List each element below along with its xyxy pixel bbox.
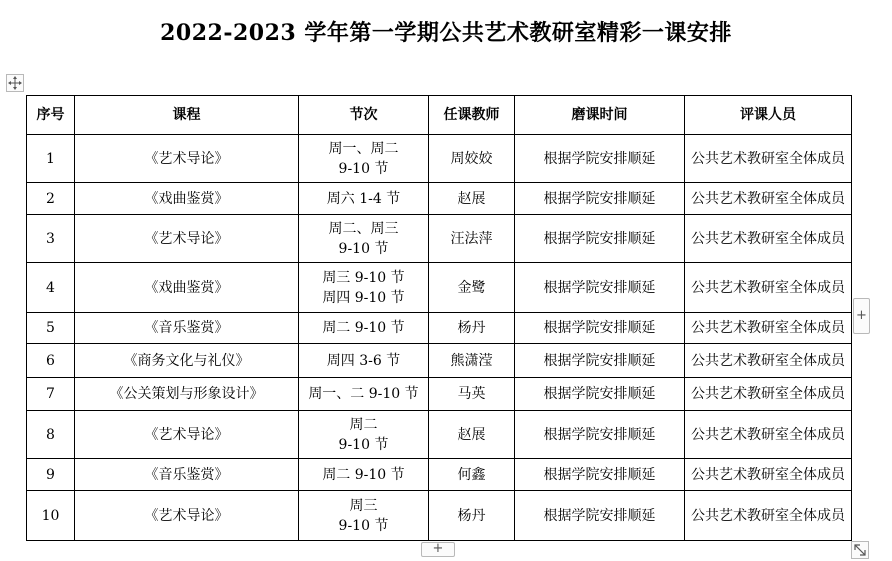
cell-session xyxy=(299,313,429,344)
cell-reviewers: 公共艺术教研室全体成员 xyxy=(685,135,852,183)
table-header-row xyxy=(27,96,852,135)
cell-no: 1 xyxy=(27,135,75,183)
cell-course: 《艺术导论》 xyxy=(75,411,299,459)
cell-course: 《公关策划与形象设计》 xyxy=(75,378,299,411)
header-teacher: 任课教师 xyxy=(429,96,515,135)
cell-no: 7 xyxy=(27,378,75,411)
cell-teacher: 汪法萍 xyxy=(429,215,515,263)
cell-time: 根据学院安排顺延 xyxy=(515,183,685,215)
table-row xyxy=(27,459,852,491)
table-row xyxy=(27,263,852,313)
cell-course: 《艺术导论》 xyxy=(75,135,299,183)
cell-session xyxy=(299,459,429,491)
session-line: 周二 9-10 节 xyxy=(322,320,405,336)
cell-session xyxy=(299,491,429,541)
session-line: 周一、周二 xyxy=(328,140,399,157)
session-line: 周一、二 9-10 节 xyxy=(308,386,419,402)
header-reviewers: 评课人员 xyxy=(685,96,852,135)
cell-reviewers: 公共艺术教研室全体成员 xyxy=(685,215,852,263)
session-line: 周四 3-6 节 xyxy=(326,352,401,369)
cell-no: 5 xyxy=(27,313,75,344)
cell-teacher: 金鹭 xyxy=(429,263,515,313)
cell-teacher: 何鑫 xyxy=(429,459,515,491)
cell-course: 《商务文化与礼仪》 xyxy=(75,344,299,378)
cell-teacher: 赵展 xyxy=(429,183,515,215)
cell-session xyxy=(299,344,429,378)
cell-session xyxy=(299,183,429,215)
cell-teacher: 杨丹 xyxy=(429,313,515,344)
cell-session xyxy=(299,135,429,183)
cell-course: 《音乐鉴赏》 xyxy=(75,313,299,344)
cell-no: 3 xyxy=(27,215,75,263)
table-row xyxy=(27,378,852,411)
session-line: 9-10 节 xyxy=(338,517,389,534)
cell-reviewers: 公共艺术教研室全体成员 xyxy=(685,344,852,378)
cell-course: 《艺术导论》 xyxy=(75,491,299,541)
cell-reviewers: 公共艺术教研室全体成员 xyxy=(685,313,852,344)
session-line: 周三 9-10 节 xyxy=(322,269,405,286)
table-row xyxy=(27,411,852,459)
header-time: 磨课时间 xyxy=(515,96,685,135)
cell-time: 根据学院安排顺延 xyxy=(515,459,685,491)
session-line: 周四 9-10 节 xyxy=(322,289,405,306)
add-row-button[interactable]: + xyxy=(421,542,455,557)
cell-course: 《音乐鉴赏》 xyxy=(75,459,299,491)
cell-time: 根据学院安排顺延 xyxy=(515,215,685,263)
session-line: 9-10 节 xyxy=(338,160,389,177)
cell-course: 《戏曲鉴赏》 xyxy=(75,183,299,215)
session-line: 周六 1-4 节 xyxy=(326,190,401,207)
cell-time: 根据学院安排顺延 xyxy=(515,344,685,378)
cell-session xyxy=(299,263,429,313)
cell-teacher: 杨丹 xyxy=(429,491,515,541)
cell-session xyxy=(299,411,429,459)
schedule-table xyxy=(26,95,852,541)
cell-session xyxy=(299,378,429,411)
table-row xyxy=(27,183,852,215)
cell-course: 《艺术导论》 xyxy=(75,215,299,263)
page-title: 2022-2023 学年第一学期公共艺术教研室精彩一课安排 xyxy=(160,20,732,46)
table-row xyxy=(27,215,852,263)
cell-session xyxy=(299,215,429,263)
cell-time: 根据学院安排顺延 xyxy=(515,378,685,411)
cell-no: 9 xyxy=(27,459,75,491)
cell-reviewers: 公共艺术教研室全体成员 xyxy=(685,378,852,411)
resize-diagonal-icon[interactable] xyxy=(851,541,869,559)
cell-no: 2 xyxy=(27,183,75,215)
cell-no: 10 xyxy=(27,491,75,541)
cell-teacher: 周姣姣 xyxy=(429,135,515,183)
header-session: 节次 xyxy=(299,96,429,135)
cell-time: 根据学院安排顺延 xyxy=(515,411,685,459)
cell-reviewers: 公共艺术教研室全体成员 xyxy=(685,411,852,459)
cell-reviewers: 公共艺术教研室全体成员 xyxy=(685,459,852,491)
move-arrows-icon[interactable] xyxy=(6,74,24,92)
table-row xyxy=(27,344,852,378)
cell-teacher: 熊潇滢 xyxy=(429,344,515,378)
cell-reviewers: 公共艺术教研室全体成员 xyxy=(685,263,852,313)
session-line: 周二 9-10 节 xyxy=(322,466,405,483)
session-line: 周三 xyxy=(349,497,378,514)
session-line: 9-10 节 xyxy=(338,240,389,257)
cell-teacher: 赵展 xyxy=(429,411,515,459)
cell-course: 《戏曲鉴赏》 xyxy=(75,263,299,313)
session-line: 9-10 节 xyxy=(338,436,389,453)
cell-reviewers: 公共艺术教研室全体成员 xyxy=(685,183,852,215)
cell-time: 根据学院安排顺延 xyxy=(515,263,685,313)
add-column-button[interactable]: + xyxy=(853,298,870,334)
cell-no: 6 xyxy=(27,344,75,378)
session-line: 周二 xyxy=(349,416,378,433)
table-row xyxy=(27,491,852,541)
header-course: 课程 xyxy=(75,96,299,135)
session-line: 周二、周三 xyxy=(328,220,399,237)
cell-no: 4 xyxy=(27,263,75,313)
table-row xyxy=(27,135,852,183)
cell-reviewers: 公共艺术教研室全体成员 xyxy=(685,491,852,541)
cell-time: 根据学院安排顺延 xyxy=(515,313,685,344)
cell-no: 8 xyxy=(27,411,75,459)
cell-time: 根据学院安排顺延 xyxy=(515,491,685,541)
header-no: 序号 xyxy=(27,96,75,135)
cell-time: 根据学院安排顺延 xyxy=(515,135,685,183)
table-row xyxy=(27,313,852,344)
cell-teacher: 马英 xyxy=(429,378,515,411)
